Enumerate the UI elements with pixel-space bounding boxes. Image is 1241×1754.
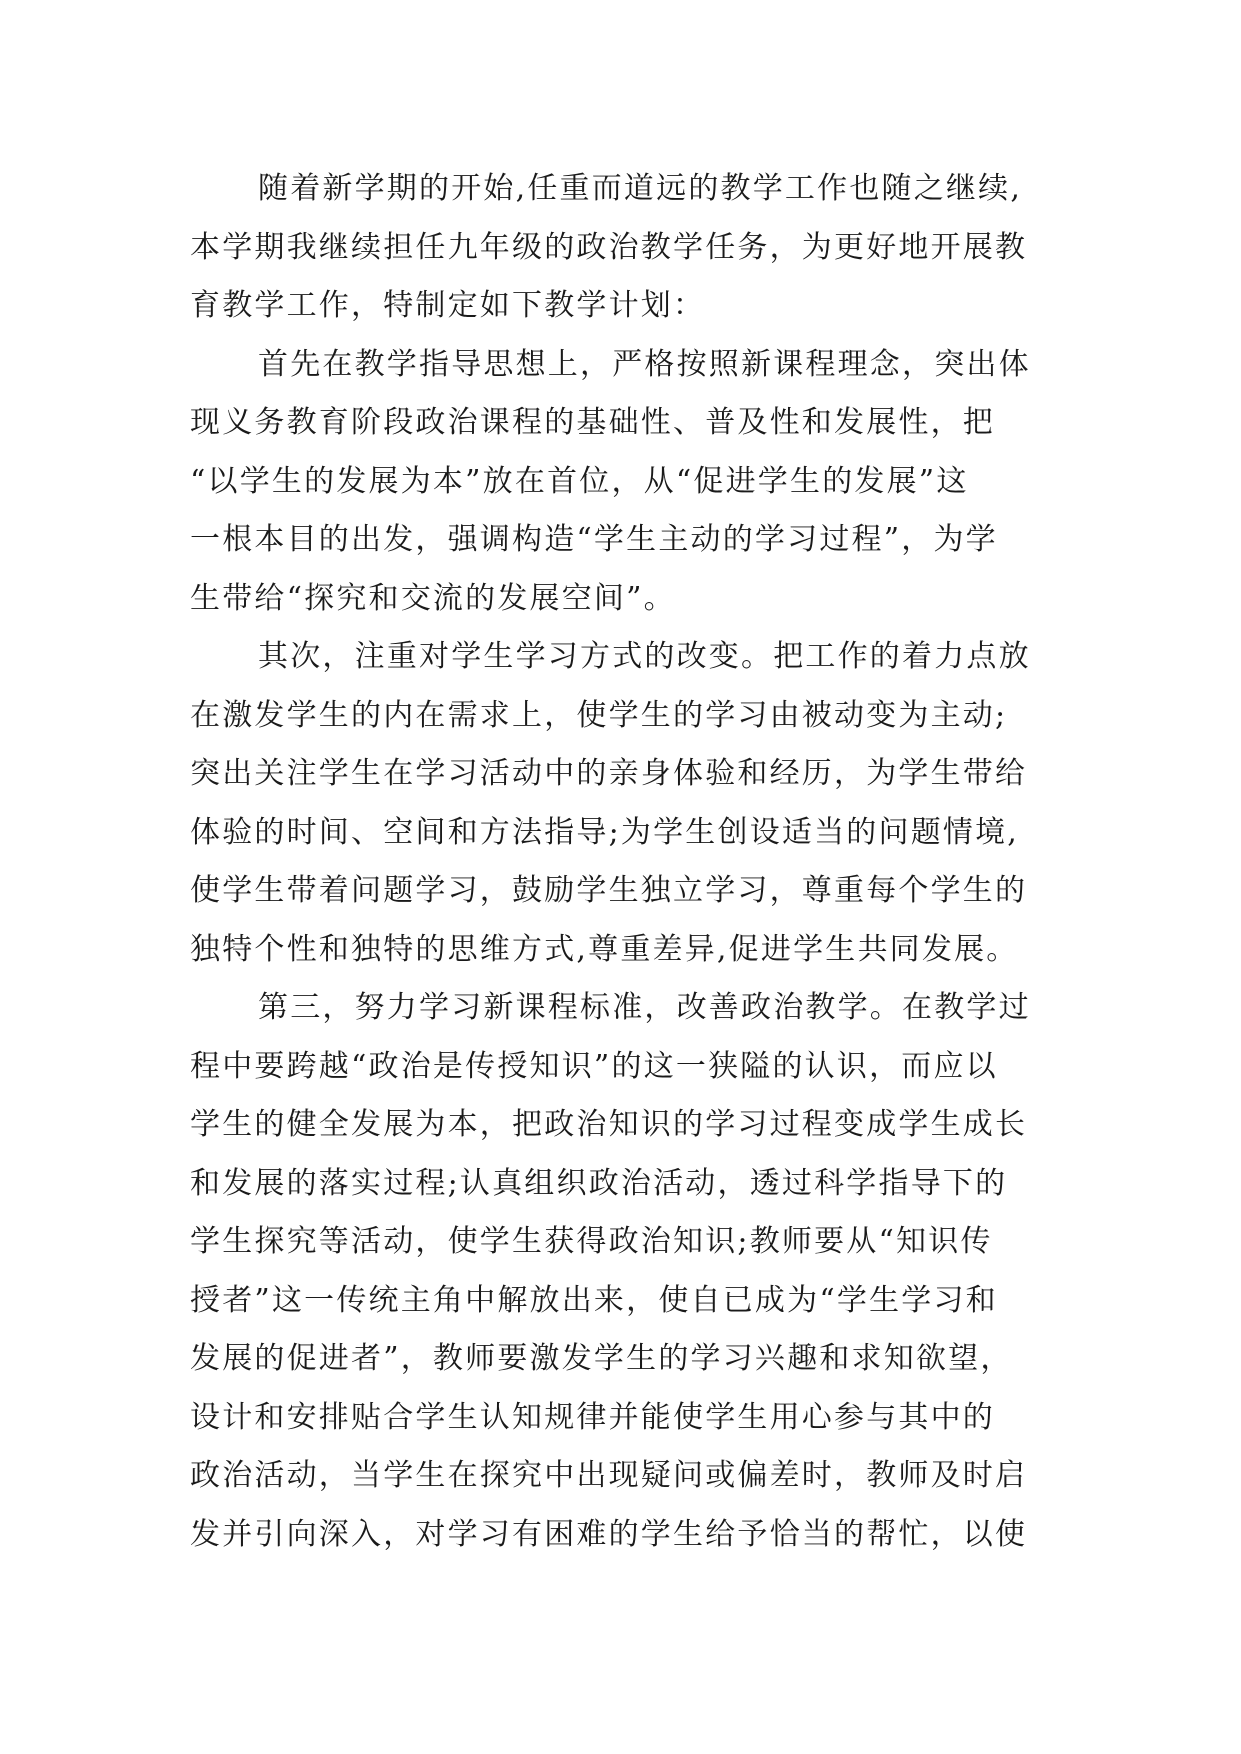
text-line: 发并引向深入，对学习有困难的学生给予恰当的帮忙，以使 <box>190 1516 1028 1552</box>
body-text <box>190 160 1070 1564</box>
text-line: 第三，努力学习新课程标准，改善政治教学。在教学过 <box>258 990 1031 1025</box>
text-line: 使学生带着问题学习，鼓励学生独立学习，尊重每个学生的 <box>190 873 1028 908</box>
text-line: 现义务教育阶段政治课程的基础性、普及性和发展性，把 <box>190 405 995 440</box>
text-line: 发展的促进者”，教师要激发学生的学习兴趣和求知欲望， <box>190 1341 1013 1376</box>
text-line: 授者”这一传统主角中解放出来，使自已成为“学生学习和 <box>190 1282 998 1318</box>
text-line: 生带给“探究和交流的发展空间”。 <box>190 580 676 616</box>
text-line: 政治活动，当学生在探究中出现疑问或偏差时，教师及时启 <box>190 1458 1028 1493</box>
text-line: 独特个性和独特的思维方式,尊重差异,促进学生共同发展。 <box>190 931 1019 967</box>
text-line: 本学期我继续担任九年级的政治教学任务，为更好地开展教 <box>190 229 1028 265</box>
text-line: 其次，注重对学生学习方式的改变。把工作的着力点放 <box>258 639 1031 674</box>
text-line: 一根本目的出发，强调构造“学生主动的学习过程”，为学 <box>190 522 998 557</box>
text-line: 随着新学期的开始,任重而道远的教学工作也随之继续, <box>258 171 1023 206</box>
text-line: 育教学工作，特制定如下教学计划： <box>190 288 706 323</box>
text-line: 在激发学生的内在需求上，使学生的学习由被动变为主动; <box>190 697 1008 733</box>
text-line: 突出关注学生在学习活动中的亲身体验和经历，为学生带给 <box>190 756 1028 791</box>
text-line: 和发展的落实过程;认真组织政治活动，透过科学指导下的 <box>190 1165 1008 1201</box>
text-line: 学生的健全发展为本，把政治知识的学习过程变成学生成长 <box>190 1107 1028 1142</box>
text-line: 体验的时间、空间和方法指导;为学生创设适当的问题情境, <box>190 814 1020 850</box>
text-line: 程中要跨越“政治是传授知识”的这一狭隘的认识，而应以 <box>190 1048 998 1084</box>
text-line: “以学生的发展为本”放在首位，从“促进学生的发展”这 <box>190 463 969 499</box>
text-line: 学生探究等活动，使学生获得政治知识;教师要从“知识传 <box>190 1224 993 1259</box>
text-line: 首先在教学指导思想上，严格按照新课程理念，突出体 <box>258 346 1031 382</box>
text-line: 设计和安排贴合学生认知规律并能使学生用心参与其中的 <box>190 1399 995 1435</box>
